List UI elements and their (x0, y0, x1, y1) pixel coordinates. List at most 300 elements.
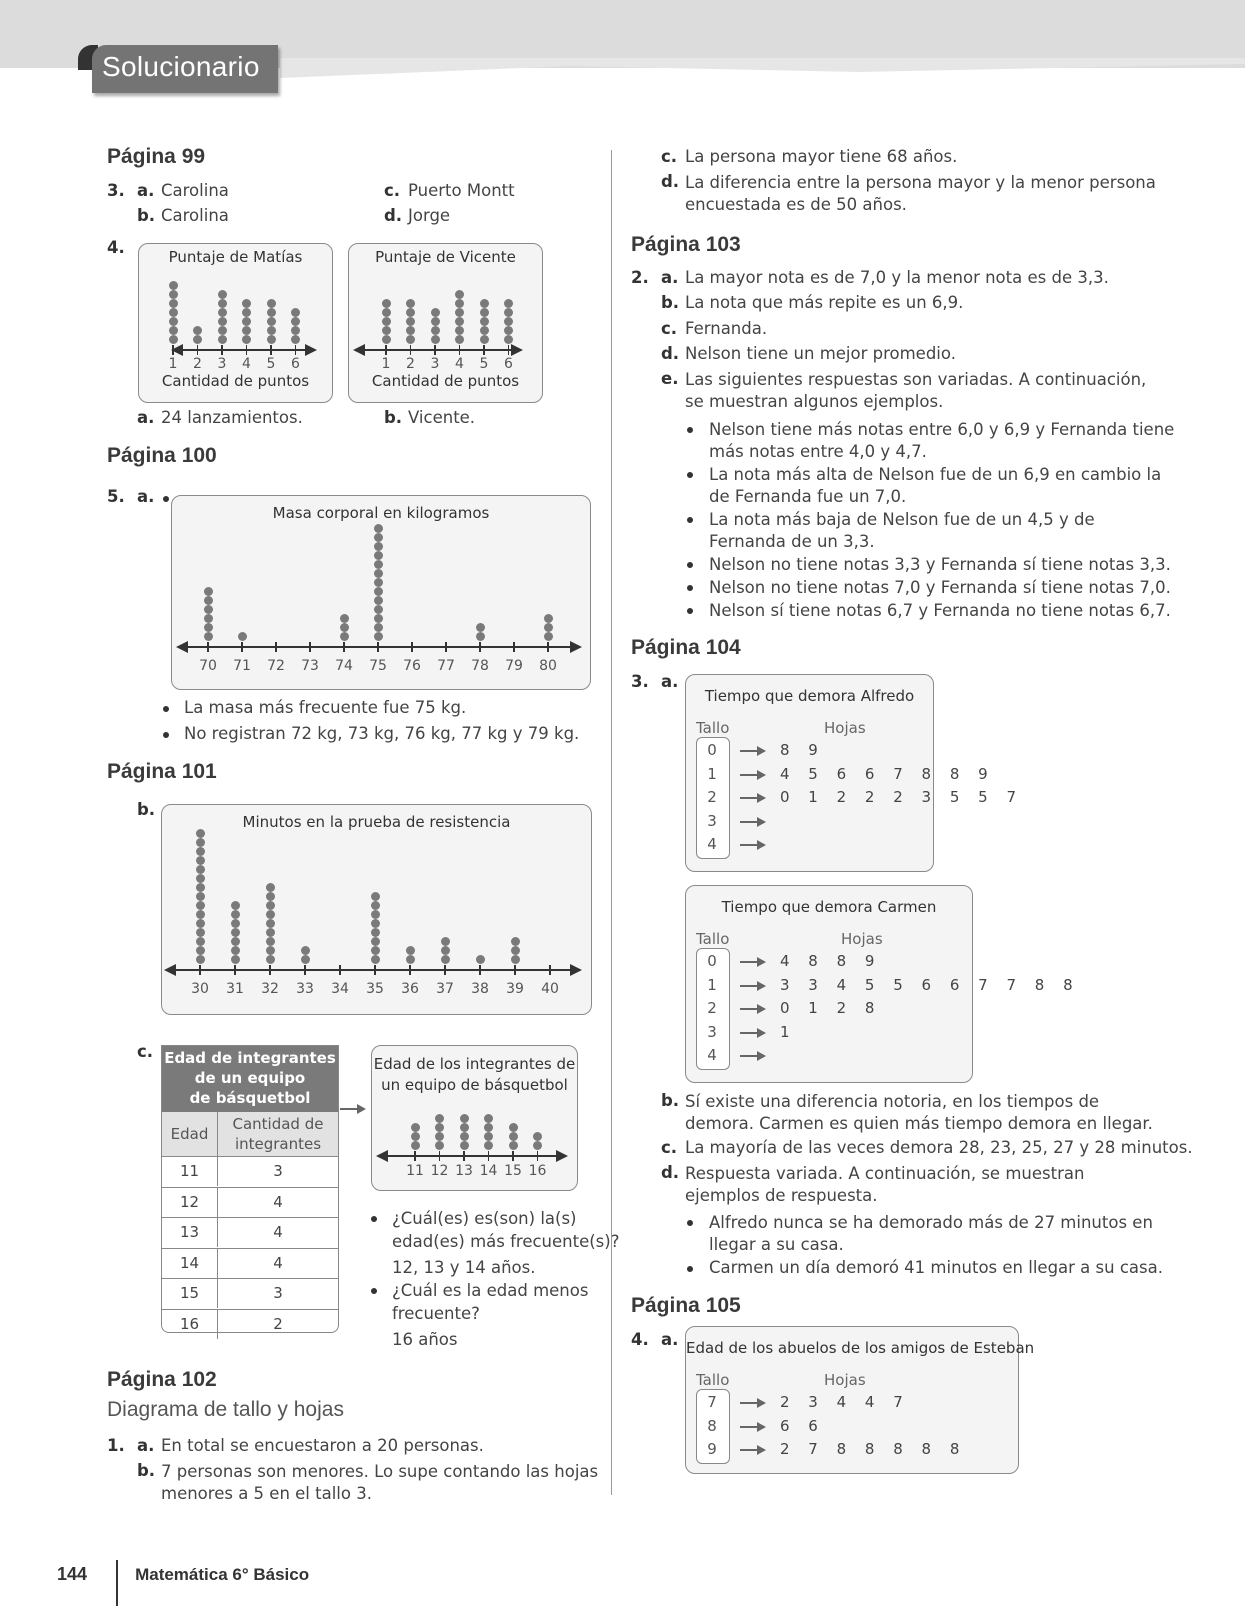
bullet-icon (687, 1220, 693, 1226)
data-dot (374, 542, 383, 551)
chart-title-line: un equipo de básquetbol (381, 1076, 568, 1094)
data-dot (374, 551, 383, 560)
arrow-icon (740, 774, 762, 776)
arrow-icon (740, 961, 762, 963)
item-label: b. (137, 1461, 156, 1480)
tick-label: 5 (266, 356, 276, 372)
data-dot (509, 1132, 518, 1141)
data-dot (406, 326, 415, 335)
leaf-label: Hojas (824, 719, 866, 737)
bullet-text: No registran 72 kg, 73 kg, 76 kg, 77 kg y 79 kg. (184, 724, 580, 743)
data-dot (267, 308, 276, 317)
tick-label: 39 (506, 981, 524, 997)
axis-tick (508, 345, 510, 355)
dot-plot-minutos (161, 804, 592, 1015)
table-cell-cantidad: 4 (273, 1223, 283, 1241)
answer-text (685, 172, 1156, 216)
data-dot (169, 281, 178, 290)
item-label: c. (384, 181, 401, 200)
data-dot (484, 1141, 493, 1150)
table-cell-edad: 15 (162, 1279, 218, 1308)
axis-tick (234, 965, 236, 975)
data-dot (484, 1123, 493, 1132)
dot-plot-basquetbol (371, 1045, 578, 1191)
answer-text: La persona mayor tiene 68 años. (685, 147, 958, 166)
arrow-icon (740, 1032, 762, 1034)
data-dot (242, 299, 251, 308)
table-cell-cantidad: 4 (273, 1192, 283, 1211)
data-dot (484, 1114, 493, 1123)
answer-text: En total se encuestaron a 20 personas. (161, 1436, 484, 1455)
answer-text (685, 1091, 1153, 1135)
data-dot (480, 335, 489, 344)
tick-label: 31 (226, 981, 244, 997)
axis-tick (444, 965, 446, 975)
axis-tick (207, 642, 209, 652)
bullet-line: Alfredo nunca se ha demorado más de 27 minutos en (709, 1213, 1153, 1232)
answer-text: Vicente. (408, 408, 476, 427)
question-number: 4. (631, 1330, 649, 1349)
bullet-icon (163, 496, 169, 502)
arrow-icon (340, 1108, 362, 1110)
axis-tick (463, 1151, 465, 1161)
data-dot (374, 533, 383, 542)
answer-line: se muestran algunos ejemplos. (685, 392, 944, 411)
data-dot (480, 299, 489, 308)
data-dot (291, 326, 300, 335)
data-dot (169, 308, 178, 317)
data-dot (231, 955, 240, 964)
axis-tick (434, 345, 436, 355)
stem-value: 3 (707, 811, 717, 830)
arrow-icon (740, 1402, 762, 1404)
tick-label: 72 (267, 658, 285, 674)
heading-pagina-105: Página 105 (631, 1294, 741, 1317)
answer-line: Las siguientes respuestas son variadas. A continuación, (685, 370, 1147, 389)
axis-tick (414, 1151, 416, 1161)
bullet-line: más notas entre 4,0 y 4,7. (709, 442, 927, 461)
data-dot (169, 335, 178, 344)
data-dot (382, 299, 391, 308)
axis-line (180, 646, 578, 648)
arrow-icon (740, 821, 762, 823)
table-title-line: de básquetbol (189, 1089, 311, 1107)
axis-line (357, 349, 519, 351)
axis-arrow-right-icon (511, 344, 523, 356)
col-cantidad-line: Cantidad de (232, 1115, 324, 1133)
data-dot (504, 308, 513, 317)
stem-label: Tallo (696, 719, 730, 737)
x-axis-label: Cantidad de puntos (161, 372, 310, 390)
data-dot (406, 335, 415, 344)
data-dot (435, 1123, 444, 1132)
chart-title (372, 1054, 577, 1096)
leaf-values: 6 6 (780, 1416, 825, 1435)
arrow-icon (740, 1008, 762, 1010)
tick-label: 32 (261, 981, 279, 997)
data-dot (231, 901, 240, 910)
answer-line: La diferencia entre la persona mayor y la menor persona (685, 173, 1156, 192)
data-dot (218, 317, 227, 326)
data-dot (340, 632, 349, 641)
table-row (162, 1218, 338, 1249)
data-dot (374, 560, 383, 569)
data-dot (435, 1141, 444, 1150)
tick-label: 76 (403, 658, 421, 674)
data-dot (441, 937, 450, 946)
table-cell-cantidad: 4 (273, 1253, 283, 1272)
data-dot (371, 892, 380, 901)
bullet-icon (687, 562, 693, 568)
data-dot (266, 946, 275, 955)
data-dot (196, 937, 205, 946)
data-dot (231, 910, 240, 919)
bullet-text (709, 464, 1161, 508)
data-dot (196, 955, 205, 964)
data-dot (242, 326, 251, 335)
stem-value: 2 (707, 999, 717, 1017)
data-dot (382, 317, 391, 326)
question-number: 3. (631, 672, 649, 691)
bullet-line: ¿Cuál(es) es(son) la(s) (392, 1209, 577, 1228)
data-dot (266, 901, 275, 910)
data-dot (218, 290, 227, 299)
data-dot (382, 335, 391, 344)
tick-label: 40 (541, 981, 559, 997)
data-dot (231, 946, 240, 955)
leaf-label: Hojas (841, 930, 883, 948)
axis-tick (512, 1151, 514, 1161)
data-dot (301, 946, 310, 955)
data-dot (196, 910, 205, 919)
data-dot (455, 317, 464, 326)
data-dot (455, 299, 464, 308)
data-dot (406, 946, 415, 955)
question-number: 5. (107, 487, 125, 506)
axis-tick (377, 642, 379, 652)
tick-label: 1 (168, 356, 178, 372)
heading-pagina-103: Página 103 (631, 233, 741, 256)
bullet-icon (687, 472, 693, 478)
dot-plot-matias (138, 243, 333, 403)
data-dot (431, 326, 440, 335)
answer-line: 7 personas son menores. Lo supe contando las hojas (161, 1462, 599, 1481)
arrow-icon (740, 1055, 762, 1057)
axis-tick (241, 642, 243, 652)
data-dot (196, 874, 205, 883)
bullet-text (709, 509, 1095, 553)
bullet-text (392, 1279, 588, 1351)
tick-label: 4 (242, 356, 251, 372)
data-dot (441, 946, 450, 955)
item-label: b. (661, 1091, 680, 1110)
item-label: d. (661, 1163, 680, 1182)
data-dot (371, 901, 380, 910)
bullet-text: Carmen un día demoró 41 minutos en llegar a su casa. (709, 1258, 1163, 1277)
arrow-icon (740, 1449, 762, 1451)
data-dot (169, 326, 178, 335)
bullet-line: Fernanda de un 3,3. (709, 532, 875, 551)
bullet-line: llegar a su casa. (709, 1235, 844, 1254)
tick-label: 1 (381, 356, 391, 372)
data-dot (406, 955, 415, 964)
data-dot (460, 1114, 469, 1123)
answer-text: La nota que más repite es un 6,9. (685, 293, 964, 313)
item-label: b. (384, 408, 403, 427)
bullet-icon (687, 608, 693, 614)
axis-tick (374, 965, 376, 975)
bullet-answer: 12, 13 y 14 años. (392, 1258, 536, 1277)
data-dot (266, 955, 275, 964)
data-dot (382, 326, 391, 335)
data-dot (371, 937, 380, 946)
table-title-line: de un equipo (194, 1069, 306, 1087)
col-edad: Edad (162, 1112, 218, 1156)
table-row (162, 1279, 338, 1310)
data-dot (196, 838, 205, 847)
data-dot (504, 299, 513, 308)
item-label: a. (661, 1330, 679, 1349)
col-cantidad (218, 1114, 338, 1154)
axis-arrow-right-icon (570, 641, 582, 653)
data-dot (196, 829, 205, 838)
table-header (162, 1112, 338, 1157)
answer-text: La mayoría de las veces demora 28, 23, 25, 27 y 28 minutos. (685, 1138, 1193, 1157)
table-row (162, 1188, 338, 1219)
axis-arrow-right-icon (305, 344, 317, 356)
data-dot (509, 1141, 518, 1150)
data-dot (455, 308, 464, 317)
axis-tick (513, 642, 515, 652)
data-dot (267, 317, 276, 326)
data-dot (169, 299, 178, 308)
data-dot (218, 308, 227, 317)
item-label: b. (137, 800, 156, 819)
bullet-line: Nelson no tiene notas 7,0 y Fernanda sí tiene notas 7,0. (709, 578, 1171, 597)
axis-tick (304, 965, 306, 975)
answer-text: Jorge (408, 206, 451, 225)
data-dot (374, 596, 383, 605)
axis-arrow-left-icon (176, 641, 188, 653)
data-dot (374, 578, 383, 587)
data-dot (204, 614, 213, 623)
data-dot (511, 937, 520, 946)
frequency-table (161, 1045, 339, 1333)
chart-title: Tiempo que demora Carmen (721, 898, 937, 916)
axis-arrow-left-icon (353, 344, 365, 356)
data-dot (196, 883, 205, 892)
axis-tick (459, 345, 461, 355)
bullet-icon (371, 1216, 377, 1222)
data-dot (169, 317, 178, 326)
axis-tick (549, 965, 551, 975)
tick-label: 4 (455, 356, 464, 372)
data-dot (371, 955, 380, 964)
tick-label: 79 (505, 658, 523, 674)
item-label: e. (661, 369, 679, 388)
axis-tick (275, 642, 277, 652)
data-dot (266, 928, 275, 937)
column-divider (611, 150, 612, 1495)
data-dot (242, 335, 251, 344)
stem-value: 1 (707, 975, 717, 994)
data-dot (196, 919, 205, 928)
book-title: Matemática 6° Básico (135, 1564, 310, 1584)
chart-title: Edad de los abuelos de los amigos de Esteban (686, 1339, 1035, 1357)
data-dot (193, 326, 202, 335)
tick-label: 16 (528, 1163, 547, 1179)
leaf-values: 2 7 8 8 8 8 8 (780, 1440, 967, 1458)
axis-tick (410, 345, 412, 355)
answer-line: Sí existe una diferencia notoria, en los tiempos de (685, 1092, 1100, 1111)
bullet-text (709, 419, 1174, 463)
axis-tick (172, 345, 174, 355)
axis-tick (439, 1151, 441, 1161)
axis-line (168, 969, 578, 971)
answer-line: ejemplos de respuesta. (685, 1186, 878, 1205)
tick-label: 2 (406, 356, 415, 372)
tick-label: 70 (199, 658, 217, 674)
subheading: Diagrama de tallo y hojas (107, 1398, 344, 1421)
stem-value: 4 (707, 835, 717, 853)
axis-tick (246, 345, 248, 355)
axis-tick (537, 1151, 539, 1161)
axis-tick (199, 965, 201, 975)
data-dot (193, 335, 202, 344)
table-cell-edad: 16 (162, 1310, 218, 1339)
chart-title: Minutos en la prueba de resistencia (242, 813, 511, 831)
data-dot (480, 317, 489, 326)
table-body (162, 1157, 338, 1339)
table-cell-cantidad: 2 (273, 1314, 283, 1333)
data-dot (544, 623, 553, 632)
tick-label: 11 (406, 1163, 424, 1179)
stem-value: 0 (707, 952, 717, 970)
leaf-label: Hojas (824, 1371, 866, 1389)
axis-tick (197, 345, 199, 355)
data-dot (291, 308, 300, 317)
data-dot (371, 928, 380, 937)
table-row (162, 1249, 338, 1280)
axis-tick (339, 965, 341, 975)
axis-tick (221, 345, 223, 355)
bullet-text (392, 1207, 619, 1279)
table-row (162, 1157, 338, 1188)
answer-line: menores a 5 en el tallo 3. (161, 1484, 372, 1503)
tick-label: 13 (455, 1163, 473, 1179)
data-dot (204, 605, 213, 614)
axis-arrow-right-icon (570, 964, 582, 976)
item-label: a. (137, 408, 155, 427)
heading-pagina-101: Página 101 (107, 760, 217, 783)
bullet-answer: 16 años (392, 1330, 458, 1349)
item-label: a. (661, 268, 679, 287)
stem-value: 0 (707, 741, 717, 759)
data-dot (218, 299, 227, 308)
data-dot (406, 317, 415, 326)
answer-text: 24 lanzamientos. (161, 408, 303, 427)
item-label: b. (137, 206, 156, 225)
axis-tick (445, 642, 447, 652)
data-dot (242, 308, 251, 317)
item-label: c. (137, 1042, 154, 1061)
col-cantidad-line: integrantes (234, 1135, 322, 1153)
data-dot (435, 1114, 444, 1123)
data-dot (196, 892, 205, 901)
axis-tick (547, 642, 549, 652)
data-dot (266, 892, 275, 901)
tick-label: 33 (296, 981, 314, 997)
leaf-values: 4 8 8 9 (780, 952, 882, 970)
tick-label: 36 (401, 981, 419, 997)
data-dot (267, 299, 276, 308)
data-dot (374, 587, 383, 596)
data-dot (504, 326, 513, 335)
answer-text: Carolina (161, 181, 229, 200)
bullet-text (709, 577, 1171, 599)
answer-text: Puerto Montt (408, 181, 515, 200)
data-dot (196, 946, 205, 955)
data-dot (196, 856, 205, 865)
data-dot (484, 1132, 493, 1141)
bullet-icon (687, 427, 693, 433)
tick-label: 77 (437, 658, 455, 674)
bullet-text: La masa más frecuente fue 75 kg. (184, 698, 467, 717)
data-dot (267, 335, 276, 344)
data-dot (196, 847, 205, 856)
heading-pagina-104: Página 104 (631, 636, 741, 659)
data-dot (238, 632, 247, 641)
tick-label: 15 (504, 1163, 522, 1179)
data-dot (340, 614, 349, 623)
data-dot (382, 308, 391, 317)
data-dot (544, 632, 553, 641)
data-dot (301, 955, 310, 964)
bullet-text (709, 1212, 1153, 1256)
stem-value: 8 (707, 1416, 717, 1435)
data-dot (374, 623, 383, 632)
table-cell-cantidad: 3 (273, 1284, 283, 1302)
axis-arrow-right-icon (556, 1150, 568, 1162)
item-label: a. (137, 1436, 155, 1455)
stem-value: 3 (707, 1022, 717, 1041)
stem-value: 4 (707, 1046, 717, 1064)
data-dot (231, 919, 240, 928)
answer-text (685, 369, 1146, 413)
item-label: d. (384, 206, 403, 225)
leaf-values: 3 3 4 5 5 6 6 7 7 8 8 (780, 975, 1080, 994)
leaf-values: 2 3 4 4 7 (780, 1393, 910, 1411)
data-dot (266, 937, 275, 946)
item-label: d. (661, 172, 680, 191)
item-label: a. (137, 181, 155, 200)
tick-label: 34 (331, 981, 349, 997)
data-dot (374, 614, 383, 623)
item-label: b. (661, 293, 680, 313)
item-label: a. (661, 672, 679, 691)
axis-tick (385, 345, 387, 355)
stem-leaf-carmen (685, 885, 1080, 1083)
answer-text: Nelson tiene un mejor promedio. (685, 343, 956, 363)
data-dot (504, 317, 513, 326)
dot-plot-vicente (348, 243, 543, 403)
heading-pagina-100: Página 100 (107, 444, 217, 467)
data-dot (291, 335, 300, 344)
tick-label: 3 (217, 356, 227, 372)
data-dot (509, 1123, 518, 1132)
tick-label: 2 (193, 356, 202, 372)
bullet-icon (687, 585, 693, 591)
